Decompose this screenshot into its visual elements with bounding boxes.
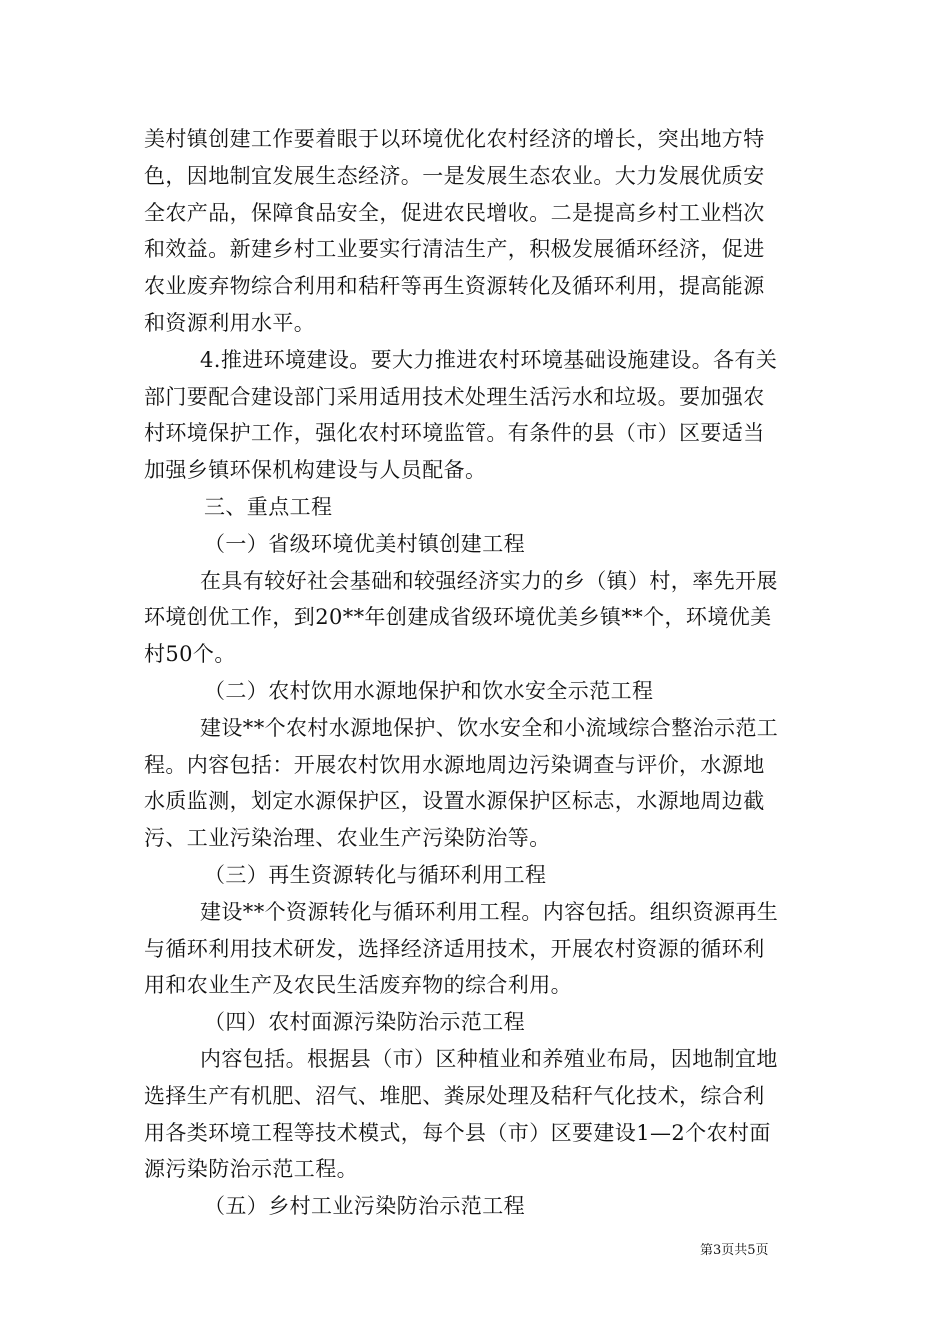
text-line: 和效益。新建乡村工业要实行清洁生产，积极发展循环经济，促进 bbox=[144, 237, 765, 262]
text-line: 农业废弃物综合利用和秸秆等再生资源转化及循环利用，提高能源 bbox=[144, 274, 765, 299]
text-line: 用各类环境工程等技术模式，每个县（市）区要建设1—2个农村面 bbox=[144, 1120, 771, 1145]
text-line: 村50个。 bbox=[144, 642, 236, 667]
text-line: 建设**个资源转化与循环利用工程。内容包括。组织资源再生 bbox=[200, 899, 779, 924]
paragraph-recycling-project bbox=[144, 894, 806, 1004]
text-line: 源污染防治示范工程。 bbox=[144, 1157, 358, 1182]
paragraph-provincial-project bbox=[144, 563, 806, 673]
paragraph-eco-economy bbox=[144, 121, 806, 342]
text-line: 色，因地制宜发展生态经济。一是发展生态农业。大力发展优质安 bbox=[144, 163, 765, 188]
text-line: 在具有较好社会基础和较强经济实力的乡（镇）村，率先开展 bbox=[200, 568, 778, 593]
text-line: 4.推进环境建设。要大力推进农村环境基础设施建设。各有关 bbox=[200, 347, 778, 372]
paragraph-nonpoint-pollution-project bbox=[144, 1041, 806, 1188]
subsection-heading: （一）省级环境优美村镇创建工程 bbox=[204, 531, 525, 556]
paragraph-environment-construction bbox=[144, 342, 806, 489]
text-line: 加强乡镇环保机构建设与人员配备。 bbox=[144, 458, 487, 483]
section-heading: 三、重点工程 bbox=[204, 494, 333, 519]
text-line: 水质监测，划定水源保护区，设置水源保护区标志，水源地周边截 bbox=[144, 789, 765, 814]
text-line: 建设**个农村水源地保护、饮水安全和小流域综合整治示范工 bbox=[200, 715, 779, 740]
text-line: 和资源利用水平。 bbox=[144, 310, 316, 335]
document-body bbox=[144, 121, 806, 1225]
paragraph-water-source-project bbox=[144, 710, 806, 857]
subsection-heading: （四）农村面源污染防治示范工程 bbox=[204, 1010, 525, 1035]
subsection-heading: （三）再生资源转化与循环利用工程 bbox=[204, 862, 547, 887]
text-line: 部门要配合建设部门采用适用技术处理生活污水和垃圾。要加强农 bbox=[144, 384, 765, 409]
subsection-heading: （二）农村饮用水源地保护和饮水安全示范工程 bbox=[204, 678, 654, 703]
text-line: 全农产品，保障食品安全，促进农民增收。二是提高乡村工业档次 bbox=[144, 200, 765, 225]
text-line: 村环境保护工作，强化农村环境监管。有条件的县（市）区要适当 bbox=[144, 421, 765, 446]
text-line: 内容包括。根据县（市）区种植业和养殖业布局，因地制宜地 bbox=[200, 1046, 778, 1071]
text-line: 污、工业污染治理、农业生产污染防治等。 bbox=[144, 826, 551, 851]
page-number: 第3页共5页 bbox=[700, 1243, 769, 1258]
text-line: 与循环利用技术研发，选择经济适用技术，开展农村资源的循环利 bbox=[144, 936, 765, 961]
text-line: 程。内容包括：开展农村饮用水源地周边污染调查与评价，水源地 bbox=[144, 752, 765, 777]
text-line: 美村镇创建工作要着眼于以环境优化农村经济的增长，突出地方特 bbox=[144, 127, 765, 151]
text-line: 用和农业生产及农民生活废弃物的综合利用。 bbox=[144, 973, 572, 998]
subsection-heading: （五）乡村工业污染防治示范工程 bbox=[204, 1194, 525, 1219]
text-line: 环境创优工作，到20**年创建成省级环境优美乡镇**个，环境优美 bbox=[144, 605, 772, 630]
text-line: 选择生产有机肥、沼气、堆肥、粪尿处理及秸秆气化技术，综合利 bbox=[144, 1083, 765, 1108]
